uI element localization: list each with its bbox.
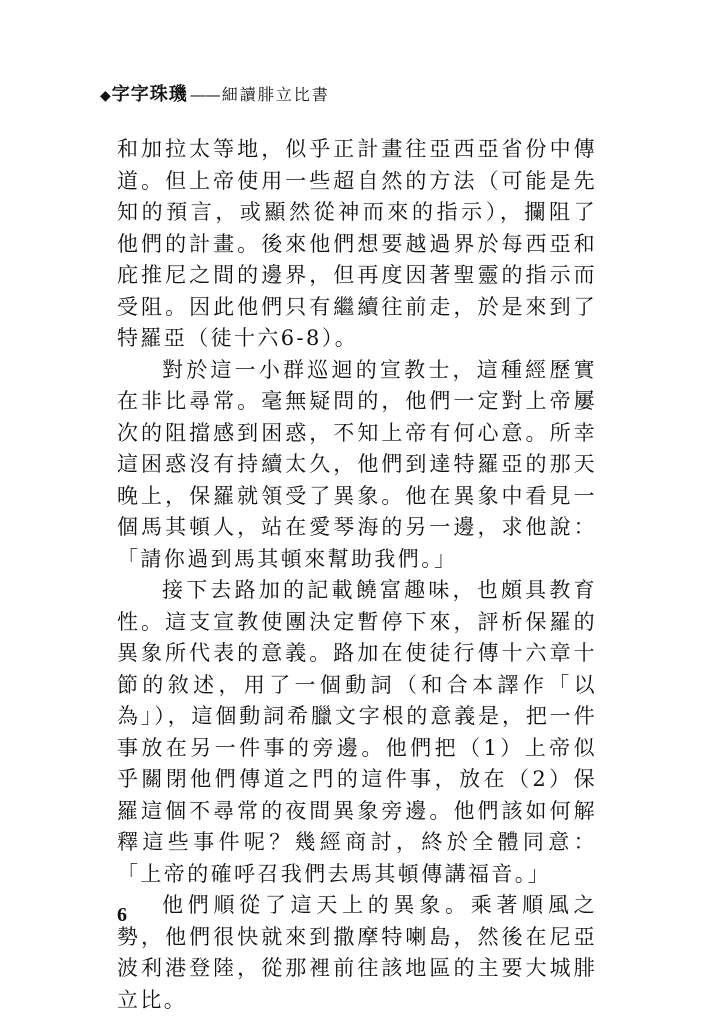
paragraph-4: 他們順從了這天上的異象。乘著順風之勢，他們很快就來到撒摩特喇島，然後在尼亞波利港登陸，從那裡前往該地區的主要大城腓立比。	[117, 893, 597, 1012]
book-title: 字字珠璣	[111, 84, 188, 105]
header-dash: ——	[189, 85, 220, 104]
diamond-bullet-icon: ◆	[100, 88, 111, 104]
book-subtitle: 細讀腓立比書	[221, 85, 330, 104]
paragraph-3: 接下去路加的記載饒富趣味，也頗具教育性。這支宣教使團決定暫停下來，評析保羅的異象所代表的意義。路加在使徒行傳十六章十節的敘述，用了一個動詞（和合本譯作「以為」），這個動詞希臘文字根的意義是，把一件事放在另一件事的旁邊。他們把（1）上帝似乎關閉他們傳道之門的這件事，放在（2）保羅這個不尋常的夜間異象旁邊。他們該如何解釋這些事件呢？幾經商討，終於全體同意：「上帝的確呼召我們去馬其頓傳講福音。」	[117, 578, 597, 886]
paragraph-1: 和加拉太等地，似乎正計畫往亞西亞省份中傳道。但上帝使用一些超自然的方法（可能是先知的預言，或顯然從神而來的指示），攔阻了他們的計畫。後來他們想要越過界於每西亞和庇推尼之間的邊界，但再度因著聖靈的指示而受阻。因此他們只有繼續往前走，於是來到了特羅亞（徒十六6-8）。	[117, 137, 597, 350]
paragraph-2: 對於這一小群巡迴的宣教士，這種經歷實在非比尋常。毫無疑問的，他們一定對上帝屢次的阻擋感到困惑，不知上帝有何心意。所幸這困惑沒有持續太久，他們到達特羅亞的那天晚上，保羅就領受了異象。他在異象中看見一個馬其頓人，站在愛琴海的另一邊，求他說：「請你過到馬其頓來幫助我們。」	[117, 357, 597, 571]
page-number: 6	[117, 904, 127, 926]
body-text	[117, 134, 597, 1016]
running-header	[100, 80, 330, 106]
